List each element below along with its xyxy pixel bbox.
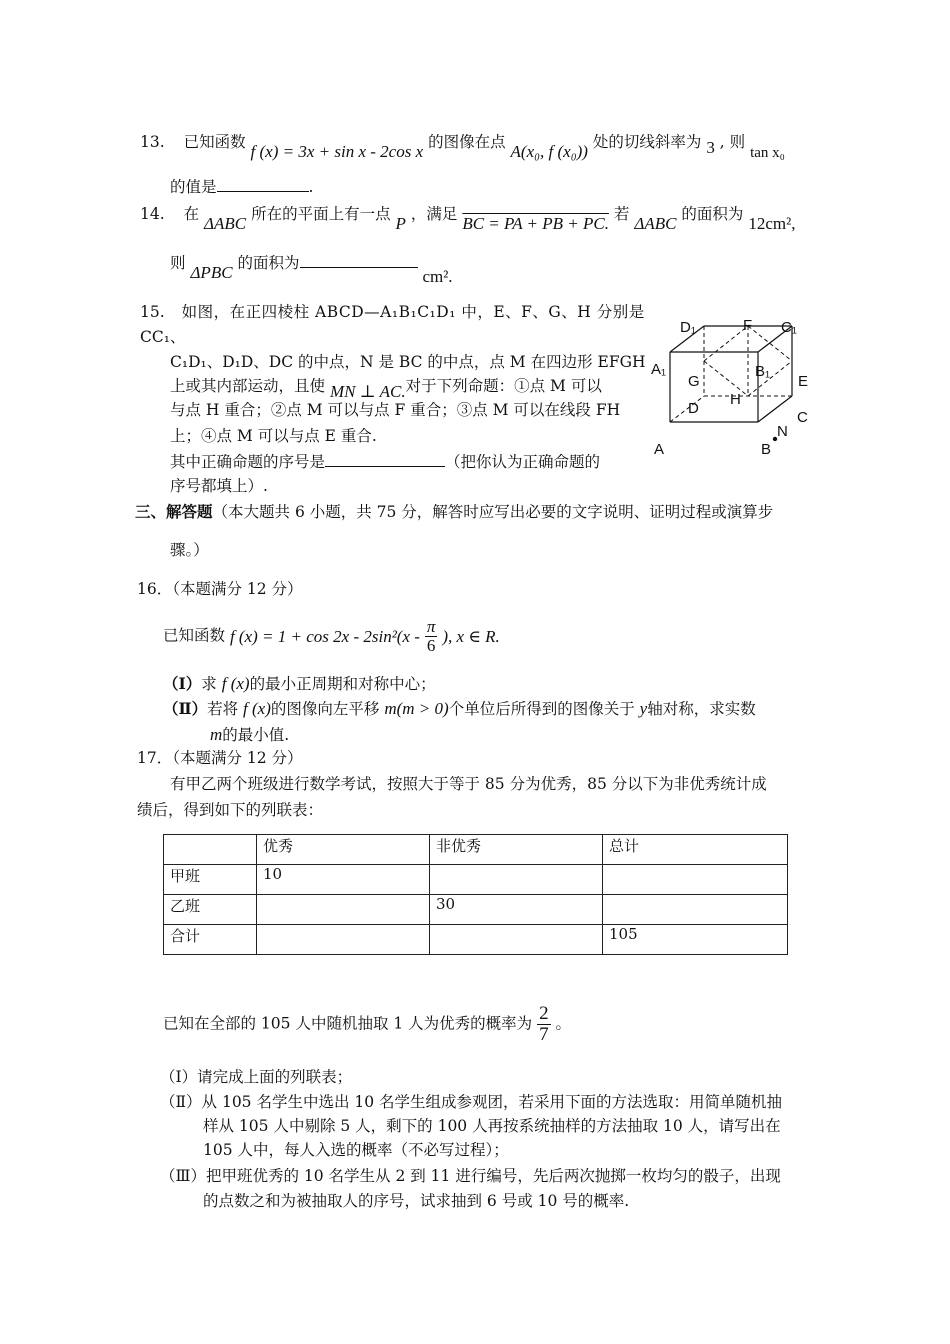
q13-slope: 3 bbox=[706, 138, 715, 157]
q14-text: 在 bbox=[183, 205, 200, 223]
q14-text: 所在的平面上有一点 bbox=[251, 205, 391, 223]
q13-text: 的值是 bbox=[170, 178, 217, 196]
q13-text: 已知函数 bbox=[183, 133, 246, 151]
label-g: G bbox=[688, 373, 700, 390]
q15-condition: MN ⊥ AC. bbox=[329, 382, 406, 401]
q16-fx: f (x) bbox=[221, 674, 250, 693]
q15-text: 其中正确命题的序号是 bbox=[170, 453, 326, 471]
q14-triangle: ΔABC bbox=[634, 214, 677, 233]
q13-text: . bbox=[308, 178, 314, 196]
q16-y: y bbox=[639, 699, 648, 718]
label-c1: C₁ bbox=[781, 319, 797, 336]
q16-m: m bbox=[210, 725, 223, 744]
q13-line2 bbox=[170, 177, 313, 197]
q13-text: , 则 bbox=[719, 133, 746, 151]
label-h: H bbox=[730, 391, 741, 408]
section-3-title: 三、解答题 bbox=[135, 502, 213, 521]
q17-part2: 样从 105 人中剔除 5 人，剩下的 100 人再按系统抽样的方法抽取 10 人，请写出在 bbox=[203, 1117, 781, 1135]
label-d1: D₁ bbox=[680, 319, 696, 336]
q16-part2-cont bbox=[210, 724, 289, 745]
q13-text: 的图像在点 bbox=[428, 133, 506, 151]
q14-answer-blank bbox=[300, 253, 418, 268]
table-cell: 10 bbox=[257, 865, 430, 895]
section-3-line1 bbox=[135, 502, 773, 522]
q15-text: 如图，在正四棱柱 ABCD—A₁B₁C₁D₁ 中，E、F、G、H 分别是 bbox=[181, 303, 645, 321]
table-row bbox=[164, 895, 788, 925]
table-header-row bbox=[164, 835, 788, 865]
edge-ad bbox=[670, 396, 704, 422]
q13-text: 处的切线斜率为 bbox=[592, 133, 702, 151]
q14-text: 若 bbox=[613, 205, 630, 223]
q17-fraction-numerator: 2 bbox=[539, 1003, 549, 1024]
label-a: A bbox=[654, 441, 665, 458]
table-cell bbox=[603, 865, 788, 895]
q16-fx: f (x) bbox=[243, 699, 271, 718]
table-cell bbox=[257, 895, 430, 925]
q16-text: 的图像向左平移 bbox=[270, 700, 380, 718]
table-cell: 甲班 bbox=[164, 865, 257, 895]
q16-part2-label: （Ⅱ） bbox=[163, 699, 208, 718]
q17-fraction bbox=[537, 1004, 551, 1045]
table-cell: 乙班 bbox=[164, 895, 257, 925]
q15-text: 上或其内部运动，且使 bbox=[170, 377, 326, 395]
label-d: D bbox=[688, 400, 699, 417]
table-header-cell: 非优秀 bbox=[430, 835, 603, 865]
table-cell bbox=[430, 865, 603, 895]
label-c: C bbox=[797, 409, 808, 426]
q14-area: 12cm², bbox=[748, 214, 796, 233]
q16-header: 16．（本题满分 12 分） bbox=[137, 580, 303, 598]
q14-text: ，满足 bbox=[410, 205, 458, 223]
label-f: F bbox=[743, 317, 753, 334]
q13-line1 bbox=[140, 131, 785, 161]
section-3-desc: （本大题共 6 小题，共 75 分，解答时应写出必要的文字说明、证明过程或演算步 bbox=[212, 503, 774, 521]
table-cell bbox=[257, 925, 430, 955]
table-header-cell bbox=[164, 835, 257, 865]
q14-number: 14. bbox=[140, 205, 165, 223]
q15-line1 bbox=[140, 303, 645, 322]
contingency-table bbox=[163, 834, 788, 955]
q14-unit: cm². bbox=[422, 267, 453, 286]
q16-fraction-numerator: π bbox=[426, 617, 436, 636]
q17-part1: （Ⅰ）请完成上面的列联表； bbox=[160, 1068, 353, 1086]
q17-fraction-denominator: 7 bbox=[539, 1023, 549, 1045]
q15-text: 上；④点 M 可以与点 E 重合. bbox=[170, 427, 377, 445]
q17-header: 17．（本题满分 12 分） bbox=[137, 749, 303, 767]
q16-text: 轴对称，求实数 bbox=[647, 700, 756, 718]
q13-function: f (x) = 3x + sin x - 2cos x bbox=[250, 142, 424, 161]
q16-part1 bbox=[163, 673, 436, 694]
q17-intro: 绩后，得到如下的列联表： bbox=[137, 801, 324, 819]
table-cell bbox=[603, 895, 788, 925]
q13-number: 13. bbox=[140, 133, 165, 151]
q14-text: 则 bbox=[170, 254, 186, 272]
q15-line7 bbox=[170, 452, 600, 472]
q17-part3: 的点数之和为被抽取人的序号，试求抽到 6 号或 10 号的概率. bbox=[203, 1192, 630, 1210]
q14-vector-equation: BC = PA + PB + PC. bbox=[462, 214, 609, 233]
table-cell: 合计 bbox=[164, 925, 257, 955]
q14-text: 的面积为 bbox=[681, 205, 744, 223]
q16-text: 若将 bbox=[207, 700, 239, 718]
q17-text: 已知在全部的 105 人中随机抽取 1 人为优秀的概率为 bbox=[163, 1014, 533, 1033]
label-e: E bbox=[798, 373, 809, 390]
q15-text: CC₁、 bbox=[140, 328, 186, 346]
label-a1: A₁ bbox=[651, 361, 667, 378]
q16-part1-label: （Ⅰ） bbox=[163, 674, 202, 693]
q16-text: 的最小值. bbox=[222, 726, 290, 744]
label-b1: B₁ bbox=[755, 363, 771, 380]
table-cell bbox=[430, 925, 603, 955]
q17-part2: （Ⅱ）从 105 名学生中选出 10 名学生组成参观团，若采用下面的方法选取：用简单随机抽 bbox=[160, 1093, 783, 1111]
q17-intro: 有甲乙两个班级进行数学考试，按照大于等于 85 分为优秀，85 分以下为非优秀统计成 bbox=[170, 775, 767, 793]
q16-text: 的最小正周期和对称中心； bbox=[249, 675, 436, 693]
q13-point: A(x₀, f (x₀)) bbox=[510, 142, 588, 161]
label-b: B bbox=[761, 441, 772, 458]
q15-line4 bbox=[170, 375, 602, 401]
q14-line2 bbox=[170, 252, 453, 286]
q16-function-line bbox=[163, 618, 500, 655]
table-header-cell: 总计 bbox=[603, 835, 788, 865]
q16-fraction bbox=[425, 618, 438, 655]
q17-probability-line bbox=[163, 1004, 571, 1045]
q14-triangle: ΔABC bbox=[204, 214, 247, 233]
segment-gf bbox=[704, 326, 748, 361]
q16-text: 已知函数 bbox=[163, 626, 226, 645]
table-cell: 105 bbox=[603, 925, 788, 955]
prism-figure bbox=[640, 310, 820, 460]
q15-answer-blank bbox=[325, 452, 445, 467]
q15-text: 对于下列命题：①点 M 可以 bbox=[405, 377, 602, 395]
q14-line1 bbox=[140, 203, 796, 233]
q15-text: 序号都填上）. bbox=[170, 477, 268, 495]
q13-answer-blank bbox=[217, 177, 309, 192]
q17-text: 。 bbox=[555, 1014, 572, 1033]
q15-number: 15. bbox=[140, 303, 165, 321]
q13-tan: tan x₀ bbox=[750, 145, 785, 161]
segment-gh bbox=[704, 361, 748, 396]
q16-text: 求 bbox=[201, 675, 217, 693]
q17-part3: （Ⅲ）把甲班优秀的 10 名学生从 2 到 11 进行编号，先后两次抛掷一枚均匀的骰子，出现 bbox=[160, 1167, 781, 1185]
label-n: N bbox=[777, 423, 788, 440]
q14-text: 的面积为 bbox=[237, 254, 300, 272]
q16-part2 bbox=[163, 698, 756, 719]
q15-text: C₁D₁、D₁D、DC 的中点，N 是 BC 的中点，点 M 在四边形 EFGH bbox=[170, 353, 646, 371]
edge-bc bbox=[758, 396, 792, 422]
q15-text: 与点 H 重合；②点 M 可以与点 F 重合；③点 M 可以在线段 FH bbox=[170, 401, 621, 419]
q14-triangle: ΔPBC bbox=[190, 263, 233, 282]
q15-text: （把你认为正确命题的 bbox=[445, 453, 601, 471]
table-header-cell: 优秀 bbox=[257, 835, 430, 865]
q16-fraction-denominator: 6 bbox=[426, 635, 436, 655]
q16-m: m(m > 0) bbox=[384, 699, 449, 718]
q17-part2: 105 人中，每人入选的概率（不必写过程）； bbox=[203, 1141, 509, 1159]
section-3-desc: 骤。） bbox=[170, 541, 209, 559]
q14-point: P bbox=[395, 214, 406, 233]
table-row bbox=[164, 865, 788, 895]
q16-function: f (x) = 1 + cos 2x - 2sin²(x - bbox=[229, 626, 420, 646]
q16-text: 个单位后所得到的图像关于 bbox=[448, 700, 635, 718]
q16-function: ), x ∈ R. bbox=[442, 626, 500, 646]
table-cell: 30 bbox=[430, 895, 603, 925]
table-row bbox=[164, 925, 788, 955]
